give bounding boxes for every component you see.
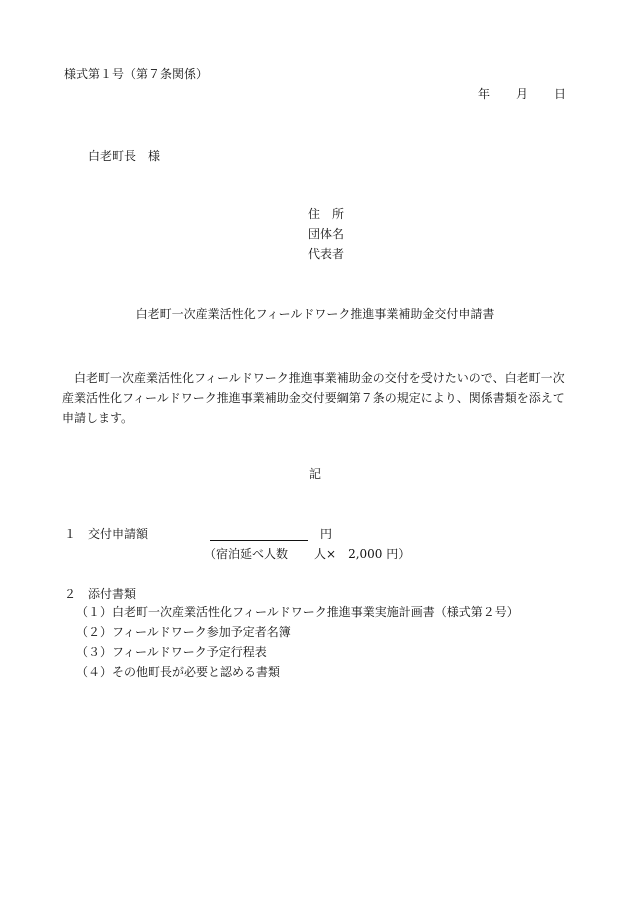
item2-label: 添付書類 (88, 587, 137, 601)
item1-number: １ (64, 527, 77, 541)
item-application-amount (64, 526, 333, 542)
date-line (478, 86, 566, 102)
item1-label: 交付申請額 (88, 527, 149, 541)
representative-label: 代表者 (308, 247, 345, 261)
amount-calculation-note (204, 546, 410, 562)
attachment-item: （２）フィールドワーク参加予定者名簿 (76, 625, 291, 639)
item-attachments (64, 586, 136, 602)
attachment-item: （４）その他町長が必要と認める書類 (76, 665, 281, 679)
attachment-item: （１）白老町一次産業活性化フィールドワーク推進事業実施計画書（様式第２号） (76, 605, 519, 619)
document-title: 白老町一次産業活性化フィールドワーク推進事業補助金交付申請書 (135, 307, 495, 321)
addressee: 白老町長 様 (88, 149, 161, 163)
date-day: 日 (553, 87, 566, 101)
amount-unit: 円 (320, 527, 333, 541)
attachment-item: （３）フィールドワーク予定行程表 (76, 645, 267, 659)
form-number-label: 様式第１号（第７条関係） (64, 67, 209, 81)
note-prefix: （宿泊延べ人数 (204, 547, 289, 561)
note-suffix: 人× 2,000 円） (314, 547, 411, 561)
item2-number: ２ (64, 587, 77, 601)
organization-label: 団体名 (308, 227, 345, 241)
attachment-list (76, 604, 519, 684)
date-month: 月 (515, 87, 528, 101)
amount-blank-field[interactable] (210, 526, 308, 541)
date-year: 年 (477, 87, 490, 101)
application-body-text: 白老町一次産業活性化フィールドワーク推進事業補助金の交付を受けたいので、白老町一次産業活性化フィールドワーク推進事業補助金交付要綱第７条の規定により、関係書類を添えて申請します。 (62, 371, 565, 425)
ki-heading: 記 (308, 467, 321, 481)
applicant-block (308, 206, 344, 266)
address-label: 住 所 (308, 207, 345, 221)
